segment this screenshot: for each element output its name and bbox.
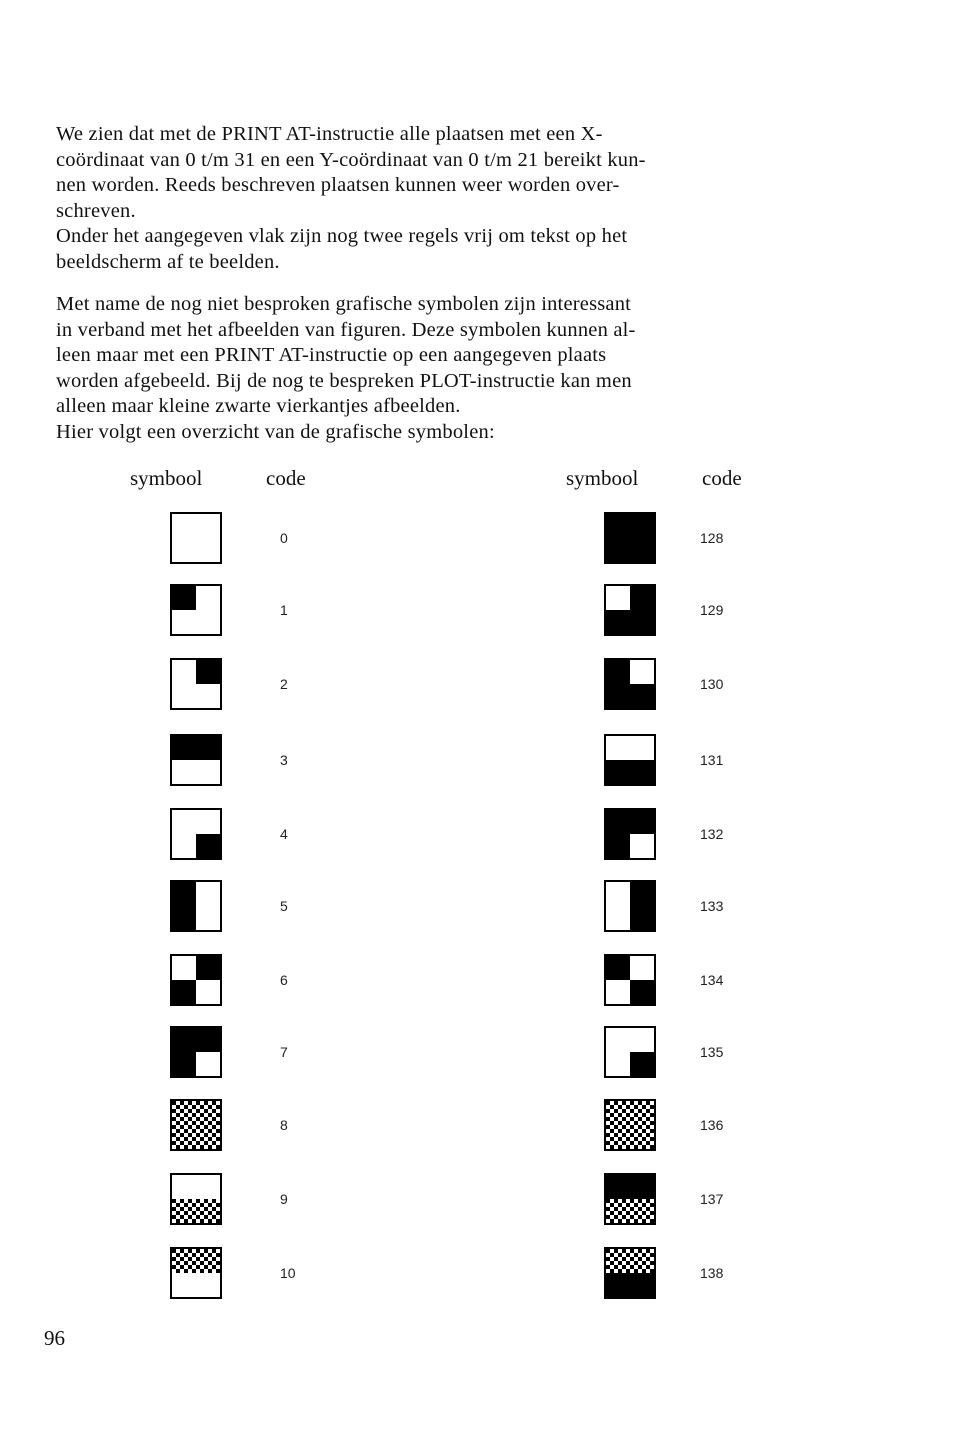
graphic-symbol <box>170 808 222 860</box>
symbol-code: 131 <box>700 752 724 768</box>
graphic-symbol-inverse <box>604 1099 656 1151</box>
text-line: Hier volgt een overzicht van de grafische symbolen: <box>56 420 495 443</box>
graphic-symbol <box>170 880 222 932</box>
text-line: beeldscherm af te beelden. <box>56 250 280 273</box>
symbol-code: 9 <box>280 1191 288 1207</box>
symbol-code: 6 <box>280 972 288 988</box>
symbol-code: 7 <box>280 1044 288 1060</box>
graphic-symbol <box>170 734 222 786</box>
graphic-symbol <box>170 1247 222 1299</box>
text-line: coördinaat van 0 t/m 31 en een Y-coördinaat van 0 t/m 21 bereikt kun- <box>56 148 646 171</box>
symbol-code: 135 <box>700 1044 724 1060</box>
graphic-symbol <box>170 512 222 564</box>
graphic-symbol-inverse <box>604 808 656 860</box>
graphic-symbol <box>170 954 222 1006</box>
graphic-symbol <box>170 584 222 636</box>
symbol-code: 133 <box>700 898 724 914</box>
graphic-symbol-inverse <box>604 658 656 710</box>
graphic-symbol-inverse <box>604 1026 656 1078</box>
text-line: Onder het aangegeven vlak zijn nog twee regels vrij om tekst op het <box>56 225 628 247</box>
graphic-symbol-inverse <box>604 1247 656 1299</box>
graphic-symbol-inverse <box>604 512 656 564</box>
graphic-symbol-inverse <box>604 584 656 636</box>
graphic-symbol <box>170 1173 222 1225</box>
symbol-code: 134 <box>700 972 724 988</box>
graphic-symbol <box>170 1099 222 1151</box>
text-line: in verband met het afbeelden van figuren. Deze symbolen kunnen al- <box>56 318 636 341</box>
symbol-code: 2 <box>280 676 288 692</box>
text-line: schreven. <box>56 199 136 222</box>
symbol-code: 128 <box>700 530 724 546</box>
text-line: We zien dat met de PRINT AT-instructie alle plaatsen met een X- <box>56 123 603 145</box>
symbol-code: 10 <box>280 1265 296 1281</box>
page-number: 96 <box>44 1326 65 1350</box>
symbol-code: 137 <box>700 1191 724 1207</box>
text-line: leen maar met een PRINT AT-instructie op een aangegeven plaats <box>56 344 607 366</box>
text-line: Met name de nog niet besproken grafische symbolen zijn interessant <box>56 293 632 315</box>
symbol-code: 5 <box>280 898 288 914</box>
header-left-code: code <box>266 466 306 490</box>
graphic-symbol-inverse <box>604 880 656 932</box>
header-left-symbol: symbool <box>130 466 203 490</box>
symbol-code: 136 <box>700 1117 724 1133</box>
header-right-symbol: symbool <box>566 466 639 490</box>
symbol-code: 4 <box>280 826 288 842</box>
symbol-code: 130 <box>700 676 724 692</box>
symbol-code: 1 <box>280 602 288 618</box>
symbol-code: 138 <box>700 1265 724 1281</box>
graphic-symbol-inverse <box>604 954 656 1006</box>
intro-paragraph <box>56 122 876 275</box>
symbol-code: 3 <box>280 752 288 768</box>
text-line: worden afgebeeld. Bij de nog te bespreken PLOT-instructie kan men <box>56 369 632 392</box>
graphic-symbol-inverse <box>604 734 656 786</box>
text-line: alleen maar kleine zwarte vierkantjes afbeelden. <box>56 395 461 417</box>
text-line: nen worden. Reeds beschreven plaatsen kunnen weer worden over- <box>56 174 620 196</box>
symbol-code: 129 <box>700 602 724 618</box>
symbol-code: 8 <box>280 1117 288 1133</box>
graphic-symbol <box>170 1026 222 1078</box>
header-right-code: code <box>702 466 742 490</box>
graphic-symbol <box>170 658 222 710</box>
symbol-code: 132 <box>700 826 724 842</box>
graphic-symbol-inverse <box>604 1173 656 1225</box>
symbols-paragraph <box>56 292 876 445</box>
symbol-code: 0 <box>280 530 288 546</box>
